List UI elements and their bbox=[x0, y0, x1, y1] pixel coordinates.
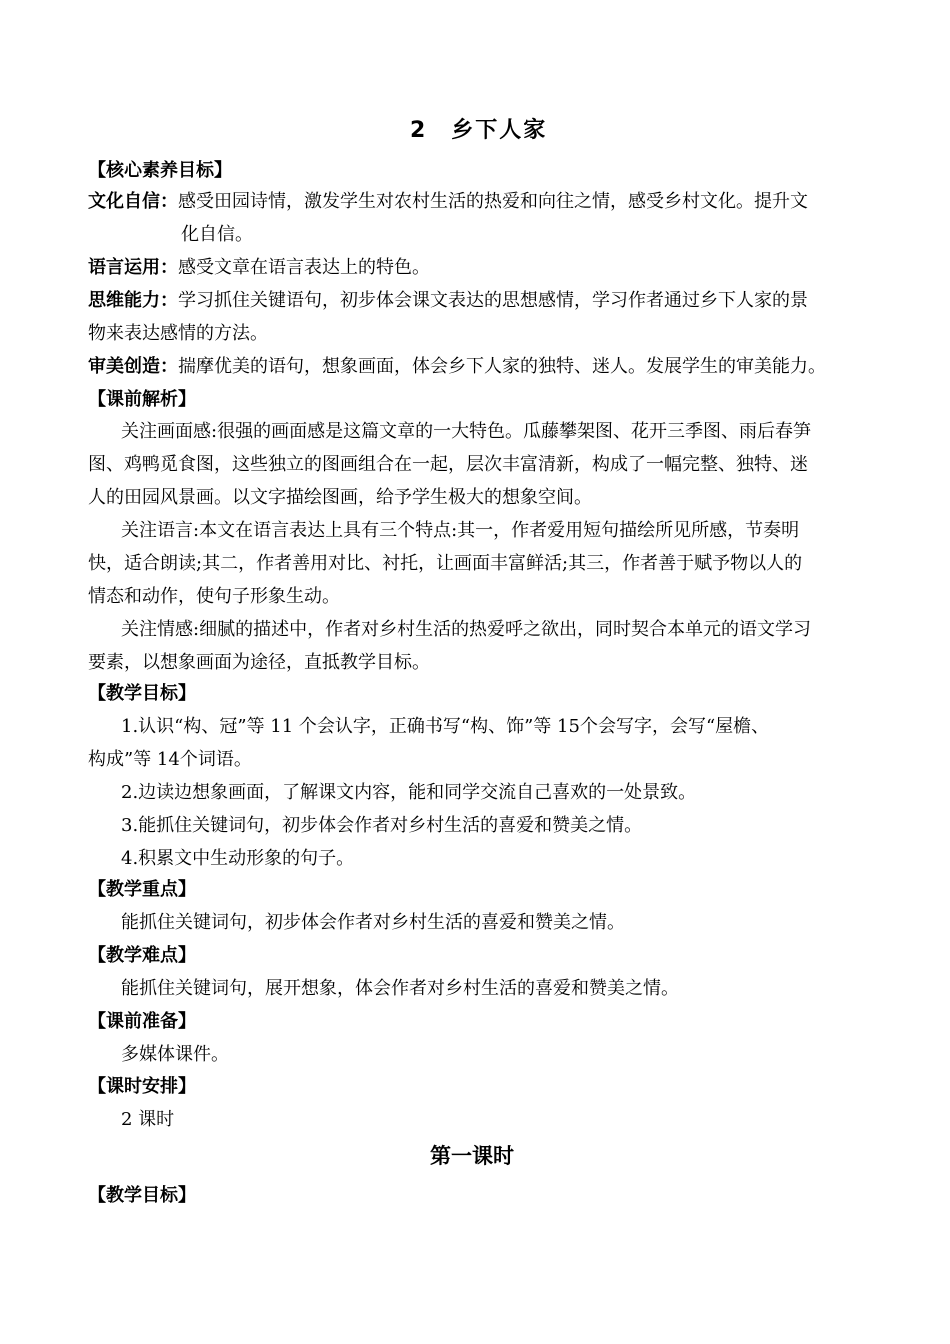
language-label: 语言运用： bbox=[88, 257, 178, 278]
preparation-text: 多媒体课件。 bbox=[121, 1044, 229, 1065]
goal-3: 3.能抓住关键词句，初步体会作者对乡村生活的喜爱和赞美之情。 bbox=[121, 815, 643, 836]
language-text: 感受文章在语言表达上的特色。 bbox=[178, 257, 430, 278]
culture-line-2: 化自信。 bbox=[181, 224, 253, 245]
key-points-heading: 【教学重点】 bbox=[88, 879, 196, 900]
schedule-heading: 【课时安排】 bbox=[88, 1076, 196, 1097]
analysis-p1-line-1: 关注画面感:很强的画面感是这篇文章的一大特色。瓜藤攀架图、花开三季图、雨后春笋 bbox=[121, 421, 812, 442]
lesson-1-goals-heading: 【教学目标】 bbox=[88, 1185, 196, 1206]
goal-4: 4.积累文中生动形象的句子。 bbox=[121, 848, 355, 869]
core-goals-heading: 【核心素养目标】 bbox=[88, 160, 232, 181]
preparation-heading: 【课前准备】 bbox=[88, 1011, 196, 1032]
analysis-p1-line-3: 人的田园风景画。以文字描绘图画，给予学生极大的想象空间。 bbox=[88, 487, 592, 508]
analysis-p1-line-2: 图、鸡鸭觅食图，这些独立的图画组合在一起，层次丰富清新，构成了一幅完整、独特、迷 bbox=[88, 454, 808, 475]
goal-2: 2.边读边想象画面，了解课文内容，能和同学交流自己喜欢的一处景致。 bbox=[121, 782, 697, 803]
analysis-p3-line-2: 要素，以想象画面为途径，直抵教学目标。 bbox=[88, 652, 430, 673]
language-line bbox=[88, 254, 430, 282]
analysis-heading: 【课前解析】 bbox=[88, 389, 196, 410]
goal-1-line-2: 构成”等 14个词语。 bbox=[88, 749, 252, 770]
culture-label: 文化自信： bbox=[88, 191, 178, 212]
key-points-text: 能抓住关键词句，初步体会作者对乡村生活的喜爱和赞美之情。 bbox=[121, 912, 625, 933]
thinking-line-2: 物来表达感情的方法。 bbox=[88, 323, 268, 344]
culture-line-1 bbox=[88, 188, 854, 216]
analysis-p3-line-1: 关注情感:细腻的描述中，作者对乡村生活的热爱呼之欲出，同时契合本单元的语文学习 bbox=[121, 619, 812, 640]
aesthetic-label: 审美创造： bbox=[88, 356, 178, 377]
culture-text-1: 感受田园诗情，激发学生对农村生活的热爱和向往之情，感受乡村文化。提升文 bbox=[178, 191, 808, 212]
aesthetic-line bbox=[88, 353, 826, 381]
aesthetic-text: 揣摩优美的语句，想象画面，体会乡下人家的独特、迷人。发展学生的审美能力。 bbox=[178, 356, 826, 377]
difficulties-heading: 【教学难点】 bbox=[88, 945, 196, 966]
analysis-p2-line-2: 快，适合朗读;其二，作者善用对比、衬托，让画面丰富鲜活;其三，作者善于赋予物以人的 bbox=[88, 553, 803, 574]
analysis-p2-line-3: 情态和动作，使句子形象生动。 bbox=[88, 586, 340, 607]
thinking-label: 思维能力： bbox=[88, 290, 178, 311]
schedule-text: 2 课时 bbox=[121, 1109, 175, 1130]
thinking-text-1: 学习抓住关键语句，初步体会课文表达的思想感情，学习作者通过乡下人家的景 bbox=[178, 290, 808, 311]
thinking-line-1 bbox=[88, 287, 808, 315]
teaching-goals-heading: 【教学目标】 bbox=[88, 683, 196, 704]
goal-1-line-1: 1.认识“构、冠”等 11 个会认字，正确书写“构、饰”等 15个会写字，会写“屋檐、 bbox=[121, 716, 770, 737]
page-title: 2 乡下人家 bbox=[410, 118, 548, 143]
lesson-1-title: 第一课时 bbox=[430, 1144, 514, 1168]
difficulties-text: 能抓住关键词句，展开想象，体会作者对乡村生活的喜爱和赞美之情。 bbox=[121, 978, 679, 999]
analysis-p2-line-1: 关注语言:本文在语言表达上具有三个特点:其一，作者爱用短句描绘所见所感，节奏明 bbox=[121, 520, 800, 541]
